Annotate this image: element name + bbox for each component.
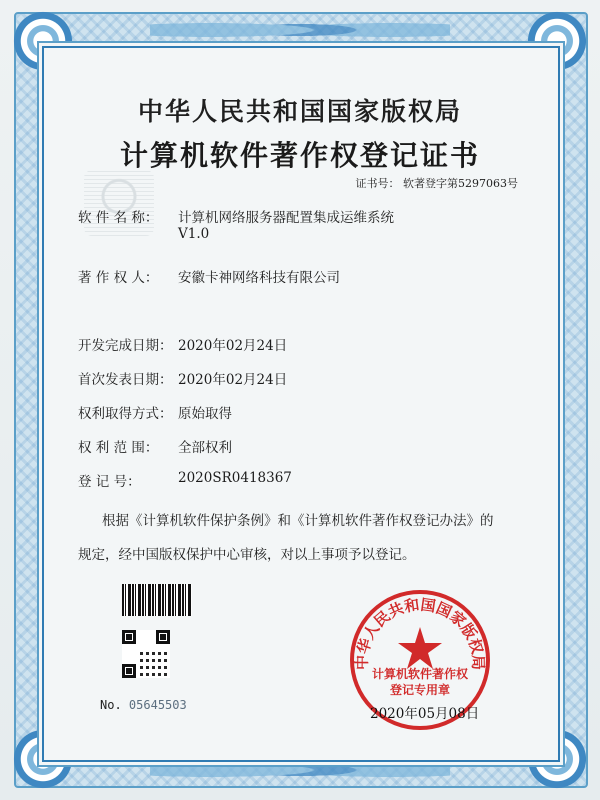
qr-modules <box>140 648 168 676</box>
field-software-name <box>78 206 394 242</box>
field-registration-number <box>78 470 292 490</box>
seal-line-1: 计算机软件著作权 <box>371 667 468 681</box>
statement-line-2: 规定，经中国版权保护中心审核，对以上事项予以登记。 <box>78 547 416 563</box>
qr-code <box>122 630 170 678</box>
field-value: 安徽卡神网络科技有限公司 <box>178 270 340 286</box>
field-label: 登 记 号： <box>78 474 141 490</box>
serial-number <box>100 698 187 712</box>
seal-star-icon <box>398 627 442 669</box>
field-label: 权 利 范 围： <box>78 440 159 456</box>
field-value: 原始取得 <box>178 406 232 422</box>
issue-date: 2020年05月08日 <box>370 706 480 722</box>
qr-finder-pattern <box>122 630 136 644</box>
seal-ring-text: 中华人民共和国国家版权局 <box>352 595 488 671</box>
qr-finder-pattern <box>122 664 136 678</box>
barcode <box>122 584 192 616</box>
field-label: 软 件 名 称： <box>78 210 159 226</box>
qr-finder-pattern <box>156 630 170 644</box>
field-value: 2020年02月24日 <box>178 338 288 354</box>
field-value: 全部权利 <box>178 440 232 456</box>
field-rights-scope <box>78 436 232 456</box>
certificate-number: 证书号： 软著登字第5297063号 <box>355 177 518 190</box>
field-value: 计算机网络服务器配置集成运维系统 <box>178 210 394 226</box>
field-value-version: V1.0 <box>178 226 210 242</box>
certification-statement <box>78 504 538 572</box>
serial-prefix: No. <box>100 698 122 712</box>
field-label: 权利取得方式： <box>78 406 173 422</box>
field-label: 首次发表日期： <box>78 372 173 388</box>
field-publish-date <box>78 368 287 388</box>
statement-line-1: 根据《计算机软件保护条例》和《计算机软件著作权登记办法》的 <box>102 513 494 529</box>
field-development-date <box>78 334 287 354</box>
field-copyright-owner <box>78 266 340 286</box>
field-value: 2020年02月24日 <box>178 372 288 388</box>
certificate-title: 计算机软件著作权登记证书 <box>119 139 480 172</box>
field-value: 2020SR0418367 <box>178 470 292 486</box>
field-label: 开发完成日期： <box>78 338 173 354</box>
field-acquisition-method <box>78 402 232 422</box>
issuer-title: 中华人民共和国国家版权局 <box>137 97 462 126</box>
serial-value: 05645503 <box>128 698 187 712</box>
seal-line-2: 登记专用章 <box>389 683 450 697</box>
top-ornament <box>150 14 450 46</box>
field-label: 著 作 权 人： <box>78 270 159 286</box>
